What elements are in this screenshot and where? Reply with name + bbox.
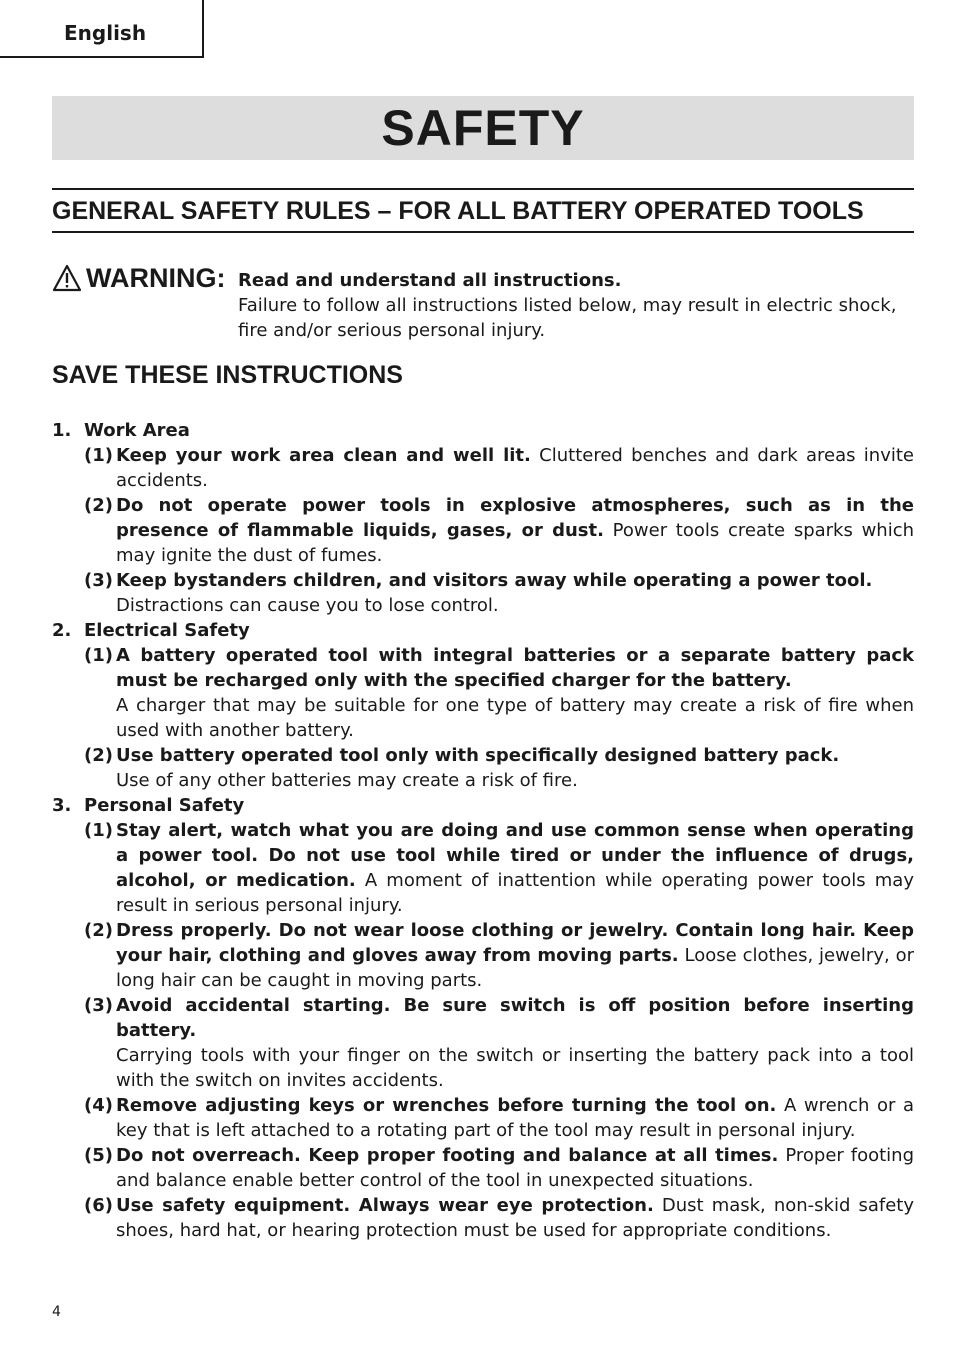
- rule-bold-text: Stay alert, watch what you are doing and use common sense when operating a power tool. Do not use tool while tired or under the influence of drugs, alcohol, or medication.: [116, 820, 914, 891]
- rule-body: [116, 1143, 914, 1193]
- warning-text: [238, 268, 914, 343]
- rule-text: A wrench or a key that is left attached to a rotating part of the tool may result in personal injury.: [116, 1095, 914, 1141]
- heading-rule-top: [52, 188, 914, 190]
- rule-body: [116, 918, 914, 993]
- rule-item: [52, 568, 914, 618]
- rule-text: Use of any other batteries may create a risk of fire.: [116, 770, 578, 791]
- rule-item: [52, 1093, 914, 1143]
- rule-item: [52, 818, 914, 918]
- rule-bold-text: Use battery operated tool only with specifically designed battery pack.: [116, 745, 840, 766]
- rule-number: (3): [84, 570, 113, 591]
- rule-bold-text: Do not overreach. Keep proper footing and balance at all times.: [116, 1145, 779, 1166]
- heading-rule-bottom: [52, 231, 914, 233]
- rule-number: (2): [84, 495, 113, 516]
- rule-body: [116, 743, 914, 793]
- rule-body: [116, 993, 914, 1093]
- rule-bold-text: Keep your work area clean and well lit.: [116, 445, 531, 466]
- rule-number: (2): [84, 920, 113, 941]
- rule-text: Distractions can cause you to lose control.: [116, 595, 499, 616]
- rule-bold-text: Dress properly. Do not wear loose clothing or jewelry. Contain long hair. Keep your hair, clothing and gloves away from moving parts.: [116, 920, 914, 966]
- rule-body: [116, 643, 914, 743]
- rule-bold-text: Keep bystanders children, and visitors away while operating a power tool.: [116, 570, 873, 591]
- section-header: [52, 618, 914, 643]
- rule-item: [52, 1143, 914, 1193]
- section-number: 2.: [52, 620, 72, 641]
- rule-number: (3): [84, 995, 113, 1016]
- rule-text: Loose clothes, jewelry, or long hair can be caught in moving parts.: [116, 945, 915, 991]
- rule-number: (4): [84, 1095, 113, 1116]
- rule-bold-text: Use safety equipment. Always wear eye protection.: [116, 1195, 654, 1216]
- rule-body: [116, 1193, 914, 1243]
- rule-number: (1): [84, 645, 113, 666]
- rule-text: A charger that may be suitable for one type of battery may create a risk of fire when used with another battery.: [116, 695, 914, 741]
- warning-label: WARNING:: [86, 262, 226, 293]
- rule-bold-text: Remove adjusting keys or wrenches before turning the tool on.: [116, 1095, 777, 1116]
- section-title: Electrical Safety: [84, 620, 250, 641]
- rule-body: [116, 818, 914, 918]
- rule-text: Power tools create sparks which may ignite the dust of fumes.: [116, 520, 914, 566]
- title-band: [52, 96, 914, 160]
- rule-item: [52, 493, 914, 568]
- rule-body: [116, 443, 914, 493]
- rule-number: (1): [84, 445, 113, 466]
- rule-bold-text: Do not operate power tools in explosive atmospheres, such as in the presence of flammable liquids, gases, or dust.: [116, 495, 914, 541]
- warning-triangle-icon: [52, 264, 82, 292]
- language-tab: [0, 0, 204, 58]
- warning-body: Failure to follow all instructions listed below, may result in electric shock, fire and/or serious personal injury.: [238, 295, 897, 341]
- rule-item: [52, 643, 914, 743]
- rule-text: Dust mask, non-skid safety shoes, hard hat, or hearing protection must be used for appropriate conditions.: [116, 1195, 914, 1241]
- rule-number: (1): [84, 820, 113, 841]
- rule-item: [52, 993, 914, 1093]
- rule-body: [116, 493, 914, 568]
- rule-number: (5): [84, 1145, 113, 1166]
- section-header: [52, 793, 914, 818]
- rule-bold-text: Avoid accidental starting. Be sure switch is off position before inserting battery.: [116, 995, 914, 1041]
- save-instructions-heading: SAVE THESE INSTRUCTIONS: [52, 361, 403, 389]
- page-number: 4: [52, 1304, 61, 1320]
- rule-number: (6): [84, 1195, 113, 1216]
- rule-bold-text: A battery operated tool with integral batteries or a separate battery pack must be recharged only with the specified charger for the battery.: [116, 645, 914, 691]
- rule-item: [52, 918, 914, 993]
- rule-text: A moment of inattention while operating power tools may result in serious personal injury.: [116, 870, 914, 916]
- section-number: 3.: [52, 795, 72, 816]
- rule-body: [116, 1093, 914, 1143]
- warning-lead: Read and understand all instructions.: [238, 270, 622, 291]
- rule-text: Proper footing and balance enable better control of the tool in unexpected situations.: [116, 1145, 915, 1191]
- section-heading: GENERAL SAFETY RULES – FOR ALL BATTERY OPERATED TOOLS: [52, 197, 864, 225]
- rule-item: [52, 1193, 914, 1243]
- section-title: Personal Safety: [84, 795, 245, 816]
- rule-text: Cluttered benches and dark areas invite accidents.: [116, 445, 915, 491]
- safety-rules-list: [52, 418, 914, 1243]
- section-number: 1.: [52, 420, 72, 441]
- rule-body: [116, 568, 914, 618]
- section-header: [52, 418, 914, 443]
- warning-header: [52, 263, 225, 293]
- rule-number: (2): [84, 745, 113, 766]
- rule-item: [52, 443, 914, 493]
- page-title: SAFETY: [381, 100, 585, 156]
- language-label: English: [64, 21, 147, 45]
- section-title: Work Area: [84, 420, 190, 441]
- rule-text: Carrying tools with your finger on the switch or inserting the battery pack into a tool with the switch on invites accidents.: [116, 1045, 914, 1091]
- rule-item: [52, 743, 914, 793]
